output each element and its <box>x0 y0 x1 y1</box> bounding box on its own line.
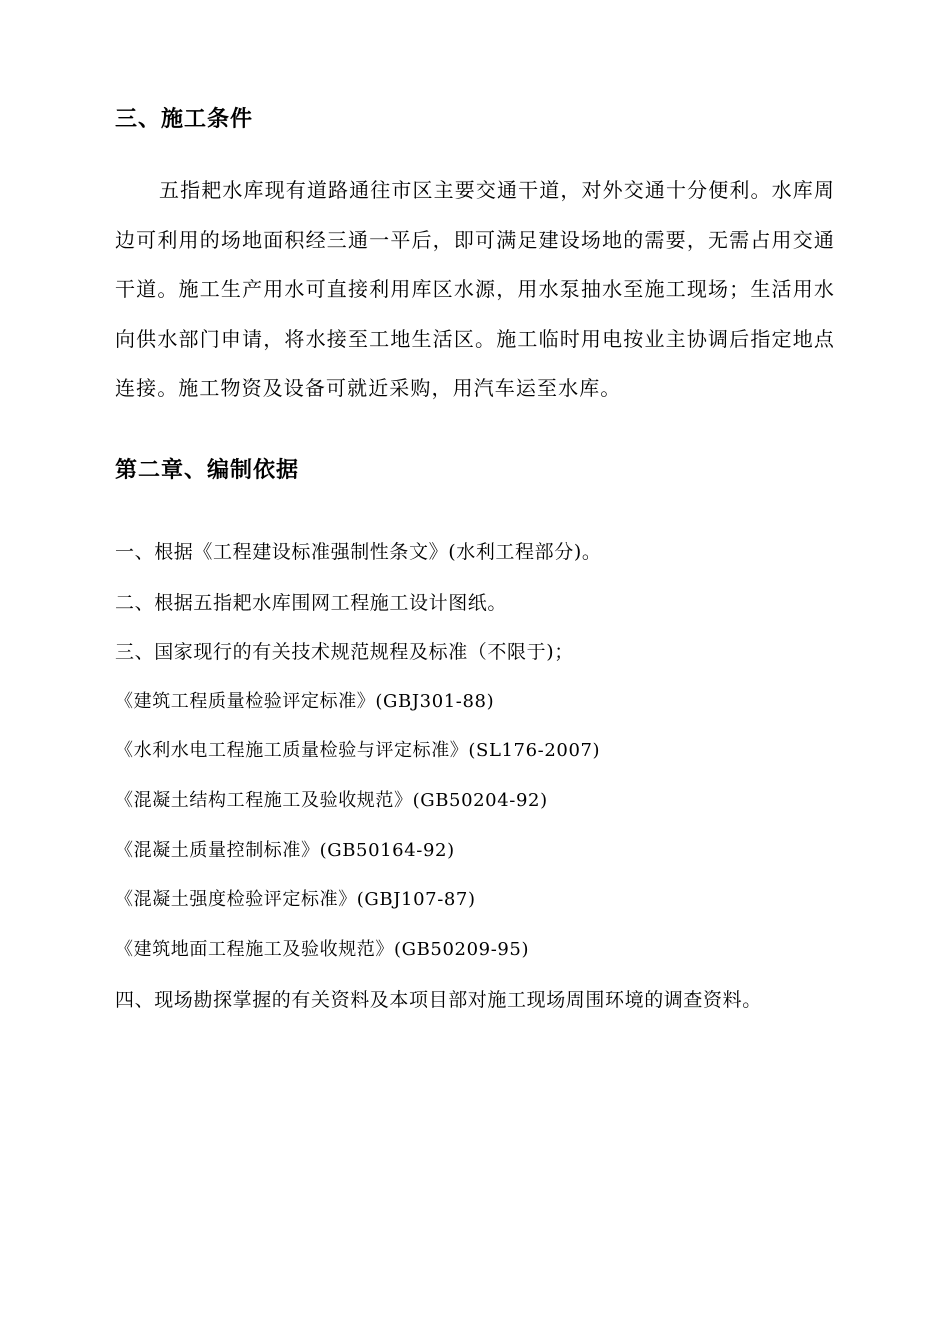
standard-item: 《混凝土强度检验评定标准》(GBJ107-87) <box>115 889 476 910</box>
section-heading-construction-conditions: 三、施工条件 <box>115 106 254 132</box>
basis-item: 二、根据五指耙水库围网工程施工设计图纸。 <box>115 592 508 614</box>
standard-item: 《水利水电工程施工质量检验与评定标准》(SL176-2007) <box>115 740 601 761</box>
standard-item: 《建筑工程质量检验评定标准》(GBJ301-88) <box>115 691 495 712</box>
construction-conditions-paragraph: 五指耙水库现有道路通往市区主要交通干道，对外交通十分便利。水库周边可利用的场地面积经三通一平后，即可满足建设场地的需要，无需占用交通干道。施工生产用水可直接利用库区水源，用水泵抽水至施工现场；生活用水向供水部门申请，将水接至工地生活区。施工临时用电按业主协调后指定地点连接。施工物资及设备可就近采购，用汽车运至水库。 <box>115 178 835 400</box>
basis-item: 一、根据《工程建设标准强制性条文》(水利工程部分)。 <box>115 541 602 563</box>
standard-item: 《建筑地面工程施工及验收规范》(GB50209-95) <box>115 939 530 960</box>
basis-item: 三、国家现行的有关技术规范规程及标准（不限于)； <box>115 641 574 663</box>
standard-item: 《混凝土结构工程施工及验收规范》(GB50204-92) <box>115 790 548 811</box>
standard-item: 《混凝土质量控制标准》(GB50164-92) <box>115 840 455 861</box>
basis-item: 四、现场勘探掌握的有关资料及本项目部对施工现场周围环境的调查资料。 <box>115 989 762 1011</box>
chapter-heading-compilation-basis: 第二章、编制依据 <box>115 457 300 483</box>
